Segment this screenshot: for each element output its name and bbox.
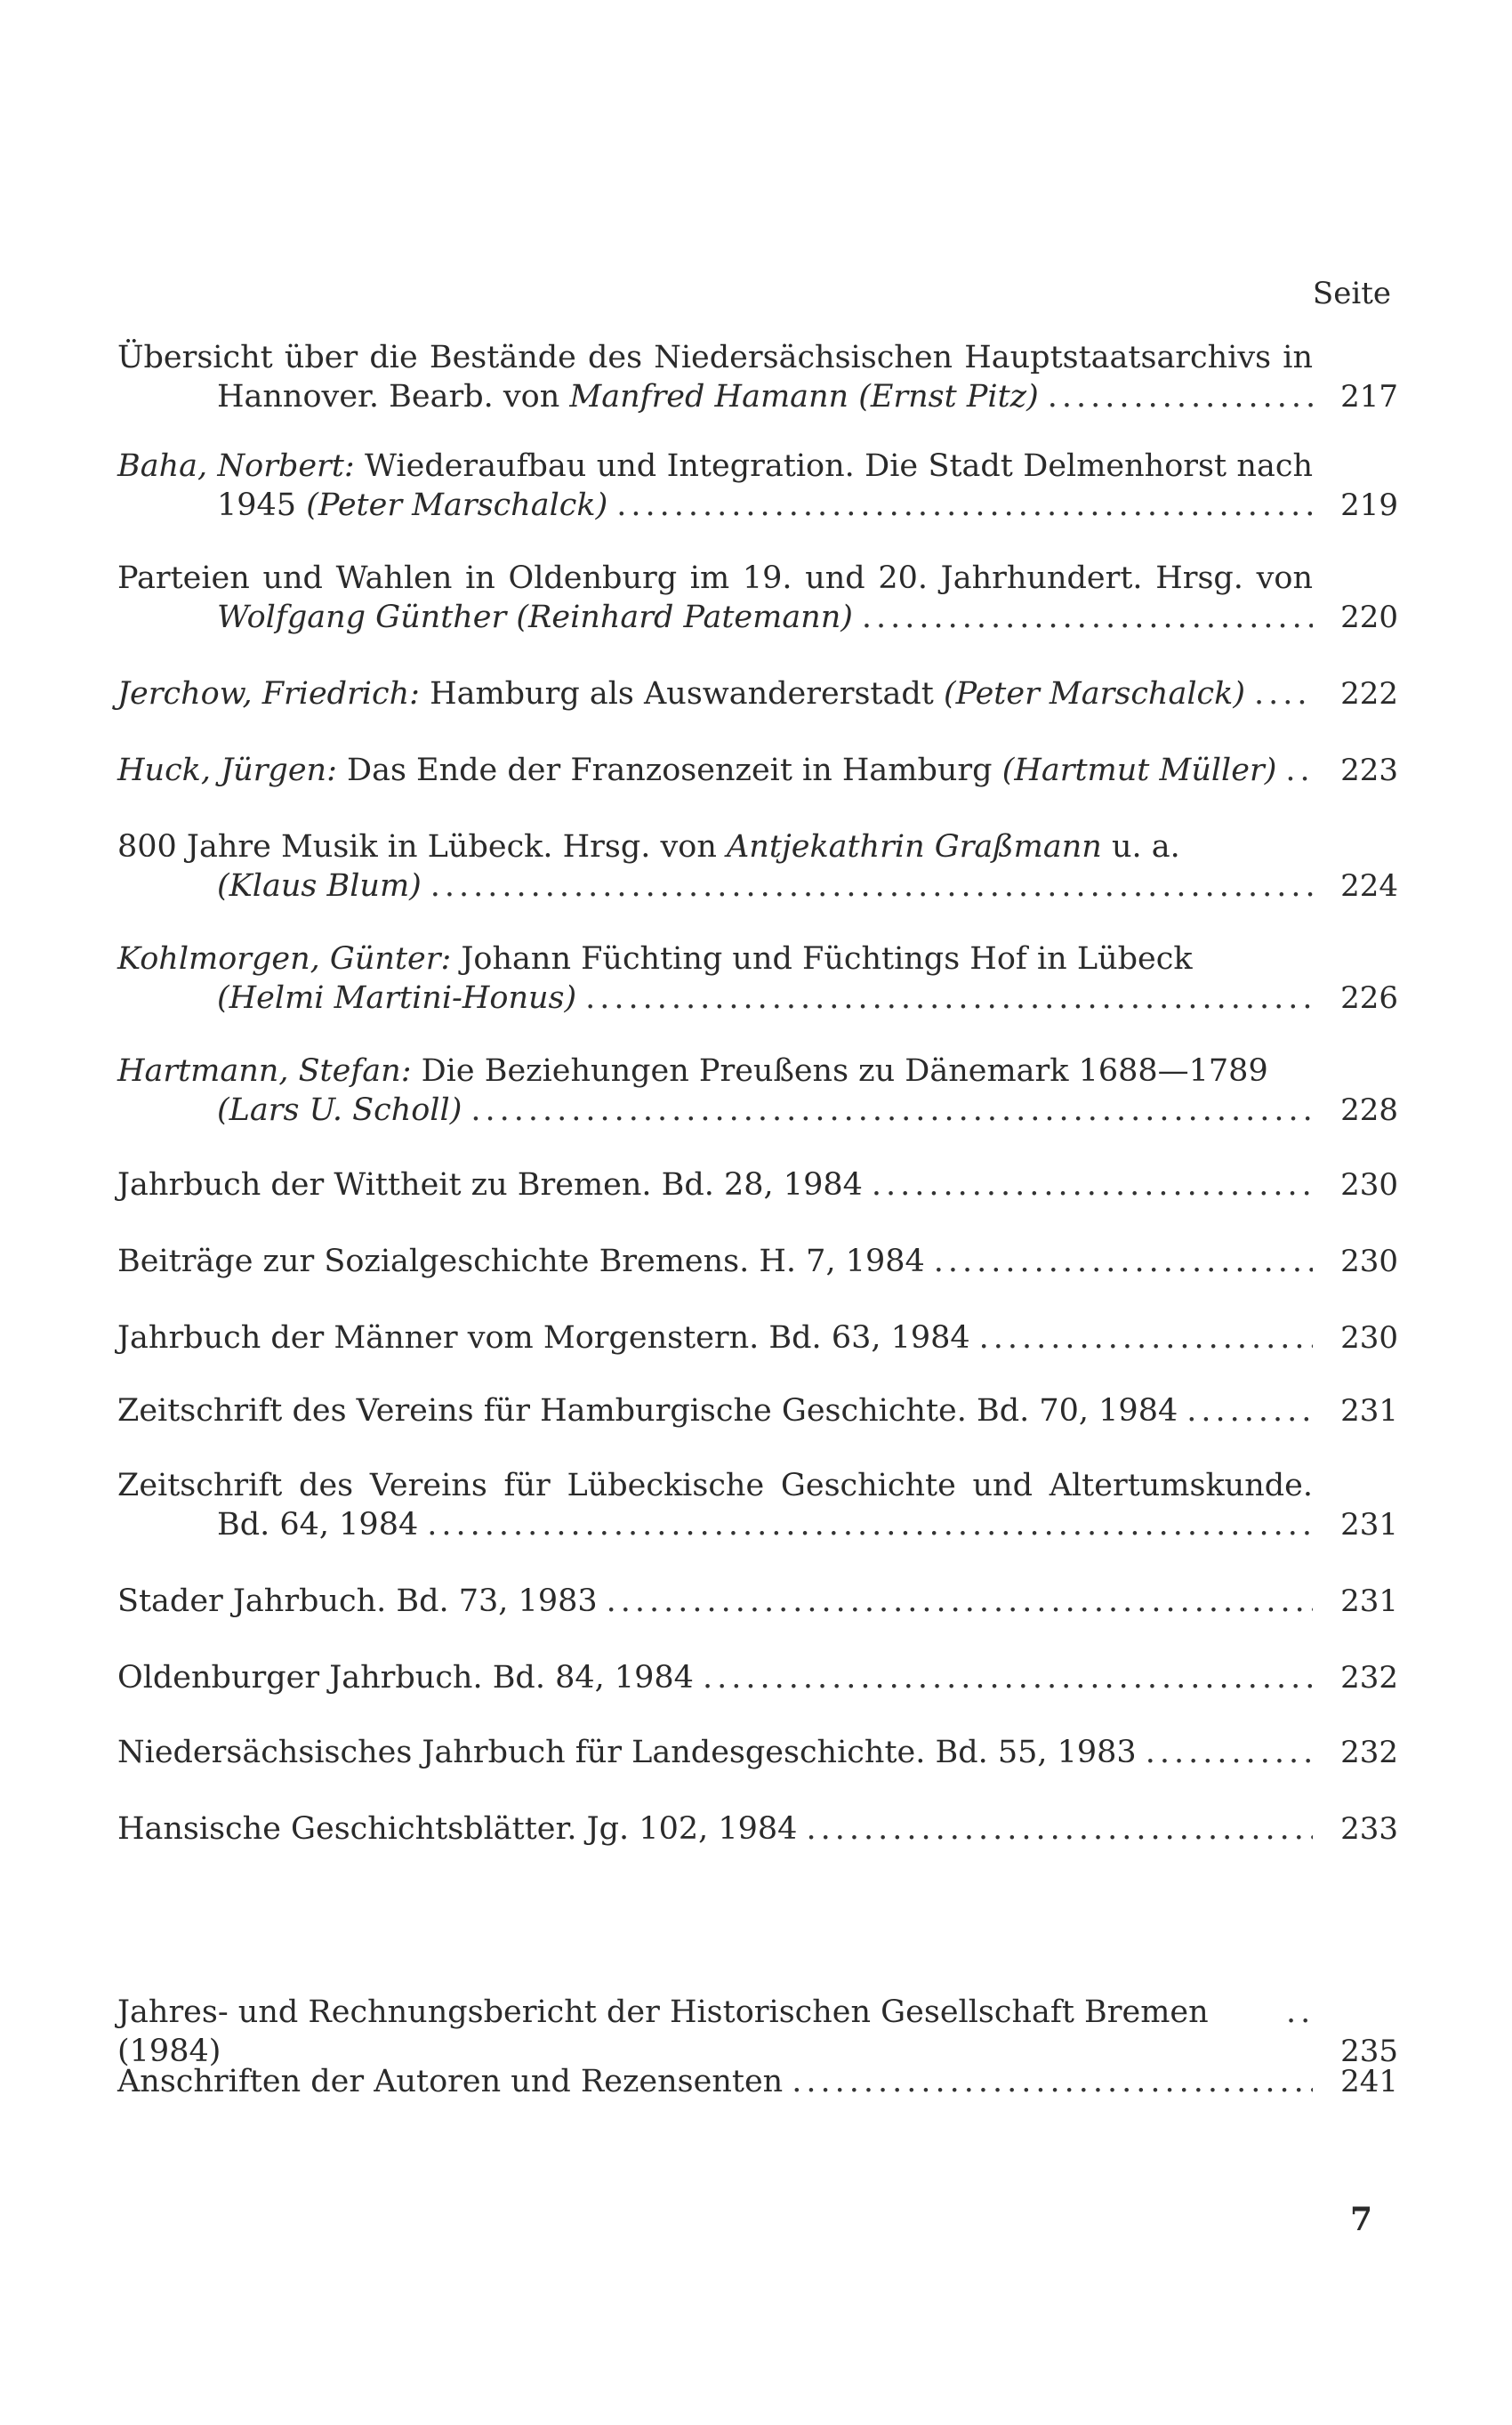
dot-leader — [616, 486, 1313, 525]
entry-title-line2: 1945 — [217, 487, 307, 523]
entry-reviewer: (Peter Marschalck) — [306, 487, 608, 523]
entry-page: 241 — [1340, 2064, 1398, 2099]
toc-entry — [117, 1658, 1398, 1697]
toc-entry — [117, 338, 1398, 416]
entry-editor-reviewer: Wolfgang Günther (Reinhard Patemann) — [217, 600, 853, 635]
dot-leader — [427, 1505, 1313, 1544]
entry-reviewer: (Lars U. Scholl) — [217, 1092, 462, 1128]
toc-entry — [117, 1733, 1398, 1772]
entry-page: 230 — [1340, 1167, 1398, 1203]
entry-title: Hansische Geschichtsblätter. Jg. 102, 1984 — [117, 1811, 798, 1847]
entry-title-line1-tail: u. a. — [1101, 829, 1180, 865]
entry-title: Jahres- und Rechnungsbericht der Historischen Gesellschaft Bremen (1984) — [117, 1994, 1209, 2069]
toc-entry — [117, 1391, 1398, 1430]
entry-title-line1: Johann Füchting und Füchtings Hof in Lübeck — [461, 941, 1193, 977]
entry-title-line1: Parteien und Wahlen in Oldenburg im 19. und 20. Jahrhundert. Hrsg. von — [117, 560, 1313, 596]
dot-leader — [1186, 1391, 1313, 1430]
entry-page: 224 — [1340, 868, 1398, 904]
page-column-label: Seite — [1312, 276, 1391, 311]
toc-entry — [117, 1466, 1398, 1544]
dot-leader — [607, 1582, 1313, 1621]
entry-page: 231 — [1340, 1393, 1398, 1429]
entry-author: Hartmann, Stefan: — [117, 1053, 412, 1089]
dot-leader — [872, 1165, 1313, 1204]
entry-title-line1: Übersicht über die Bestände des Niedersächsischen Hauptstaatsarchivs in — [117, 340, 1313, 375]
entry-reviewer: (Hartmut Müller) — [1001, 753, 1277, 788]
entry-title: Zeitschrift des Vereins für Hamburgische Geschichte. Bd. 70, 1984 — [117, 1393, 1178, 1429]
entry-page: 232 — [1340, 1735, 1398, 1770]
entry-title: Das Ende der Franzosenzeit in Hamburg — [347, 753, 993, 788]
toc-entry — [117, 2062, 1398, 2101]
dot-leader — [585, 979, 1313, 1018]
entry-page: 231 — [1340, 1507, 1398, 1543]
dot-leader — [1146, 1733, 1313, 1772]
toc-entry — [117, 559, 1398, 637]
toc-entry — [117, 1582, 1398, 1621]
entry-page: 235 — [1340, 2034, 1398, 2069]
toc-entry — [117, 1318, 1398, 1358]
entry-title-line1: Wiederaufbau und Integration. Die Stadt Delmenhorst nach — [365, 448, 1313, 484]
dot-leader — [792, 2062, 1313, 2101]
entry-title: Niedersächsisches Jahrbuch für Landesgeschichte. Bd. 55, 1983 — [117, 1735, 1137, 1770]
toc-entry — [117, 447, 1398, 525]
dot-leader — [1048, 377, 1313, 416]
toc-entry — [117, 1165, 1398, 1204]
entry-title-line1: Die Beziehungen Preußens zu Dänemark 1688—1789 — [421, 1053, 1268, 1089]
entry-title: Jahrbuch der Männer vom Morgenstern. Bd. 63, 1984 — [117, 1320, 970, 1356]
entry-title: Beiträge zur Sozialgeschichte Bremens. H. 7, 1984 — [117, 1244, 925, 1279]
entry-title-line2-italic: Manfred Hamann (Ernst Pitz) — [569, 379, 1039, 415]
entry-title: Hamburg als Auswandererstadt — [430, 676, 934, 712]
entry-title-line2: Bd. 64, 1984 — [217, 1507, 419, 1543]
entry-page: 222 — [1340, 676, 1398, 712]
entry-reviewer: (Klaus Blum) — [217, 868, 422, 904]
toc-entry — [117, 1242, 1398, 1281]
entry-reviewer: (Peter Marschalck) — [943, 676, 1245, 712]
entry-title: Oldenburger Jahrbuch. Bd. 84, 1984 — [117, 1660, 694, 1696]
entry-page: 223 — [1340, 753, 1398, 788]
entry-reviewer: (Helmi Martini-Honus) — [217, 980, 577, 1016]
dot-leader — [806, 1809, 1313, 1849]
dot-leader — [934, 1242, 1313, 1281]
toc-entry — [117, 1051, 1398, 1130]
entry-title-line2: Hannover. Bearb. von — [217, 379, 570, 415]
entry-title-line1: 800 Jahre Musik in Lübeck. Hrsg. von — [117, 829, 728, 865]
dot-leader — [862, 598, 1313, 637]
entry-author: Baha, Norbert: — [117, 448, 355, 484]
dot-leader — [470, 1091, 1313, 1130]
dot-leader — [1286, 1993, 1313, 2032]
entry-page: 217 — [1340, 379, 1398, 415]
page-number: 7 — [1350, 2201, 1373, 2238]
toc-entry — [117, 827, 1398, 906]
entry-author: Huck, Jürgen: — [117, 753, 337, 788]
entry-author: Kohlmorgen, Günter: — [117, 941, 452, 977]
entry-page: 232 — [1340, 1660, 1398, 1696]
entry-title: Anschriften der Autoren und Rezensenten — [117, 2064, 784, 2099]
entry-page: 230 — [1340, 1320, 1398, 1356]
entry-page: 226 — [1340, 980, 1398, 1016]
entry-title: Jahrbuch der Wittheit zu Bremen. Bd. 28, 1984 — [117, 1167, 863, 1203]
dot-leader — [979, 1318, 1313, 1358]
entry-title-line1: Zeitschrift des Vereins für Lübeckische Geschichte und Altertumskunde. — [117, 1468, 1313, 1503]
toc-entry — [117, 1809, 1398, 1849]
entry-page: 220 — [1340, 600, 1398, 635]
entry-page: 219 — [1340, 487, 1398, 523]
toc-entry — [117, 674, 1398, 713]
toc-entry — [117, 1993, 1398, 2071]
entry-author: Jerchow, Friedrich: — [117, 676, 420, 712]
toc-entry — [117, 939, 1398, 1018]
entry-page: 230 — [1340, 1244, 1398, 1279]
entry-title: Stader Jahrbuch. Bd. 73, 1983 — [117, 1583, 598, 1619]
toc-entry — [117, 751, 1398, 790]
entry-page: 228 — [1340, 1092, 1398, 1128]
dot-leader — [1254, 674, 1313, 713]
dot-leader — [430, 866, 1313, 906]
entry-page: 231 — [1340, 1583, 1398, 1619]
dot-leader — [703, 1658, 1313, 1697]
dot-leader — [1285, 751, 1313, 790]
entry-editor: Antjekathrin Graßmann — [727, 829, 1102, 865]
entry-page: 233 — [1340, 1811, 1398, 1847]
